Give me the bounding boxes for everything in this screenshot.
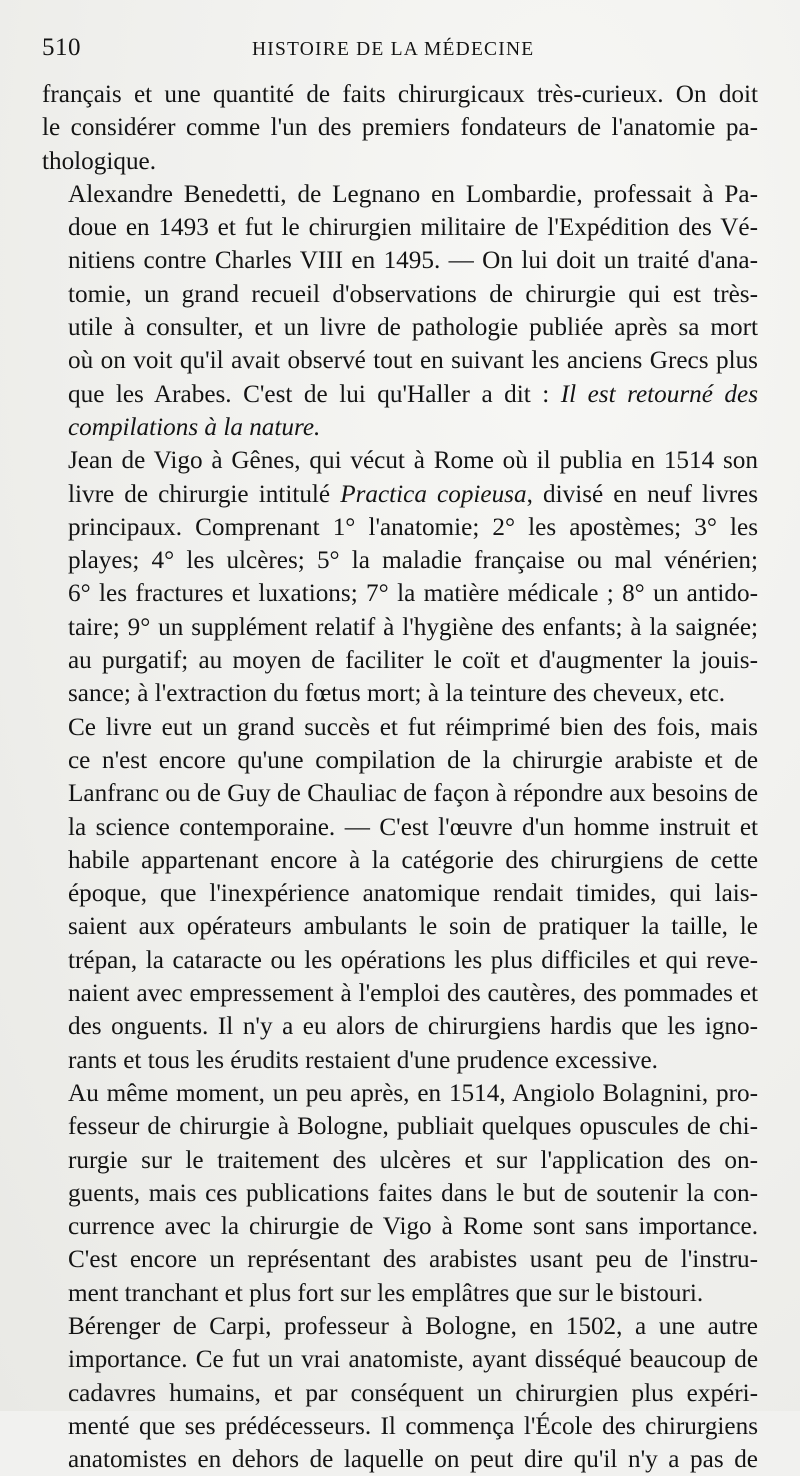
paragraph (42, 1077, 758, 1310)
text-line: menté que ses prédécesseurs. Il commença l'École des chirurgiens (68, 1412, 758, 1440)
text-line: trépan, la cataracte ou les opérations les plus difficiles et qui reve- (68, 946, 758, 974)
text-line: 6° les fractures et luxations; 7° la matière médicale ; 8° un antido- (68, 580, 758, 608)
text-line: époque, que l'inexpérience anatomique rendait timides, qui lais- (68, 880, 758, 908)
text-line: français et une quantité de faits chirurgicaux très-curieux. On doit (42, 81, 758, 108)
text-line: rants et tous les érudits restaient d'une prudence excessive. (68, 1046, 658, 1074)
body-text (42, 78, 758, 1476)
text-line: habile appartenant encore à la catégorie des chirurgiens de cette (68, 846, 758, 874)
text-line: doue en 1493 et fut le chirurgien militaire de l'Expédition des Vé- (68, 214, 758, 242)
text-line: rurgie sur le traitement des ulcères et sur l'application des on- (68, 1146, 758, 1174)
text-line-with-title (42, 478, 758, 511)
text-line: Au même moment, un peu après, en 1514, Angiolo Bolagnini, pro- (68, 1079, 758, 1107)
text-segment: que les Arabes. C'est de lui qu'Haller a dit : (68, 380, 561, 408)
text-line: anatomistes en dehors de laquelle on peut dire qu'il n'y a pas de (68, 1446, 758, 1474)
text-line-with-quote (42, 378, 758, 411)
text-line: le considérer comme l'un des premiers fondateurs de l'anatomie pa- (42, 114, 758, 142)
paragraph (42, 444, 758, 710)
running-title: HISTOIRE DE LA MÉDECINE (252, 39, 535, 60)
text-line: principaux. Comprenant 1° l'anatomie; 2° les apostèmes; 3° les (68, 513, 758, 541)
text-line: des onguents. Il n'y a eu alors de chirurgiens hardis que les igno- (68, 1013, 758, 1041)
text-line: utile à consulter, et un livre de pathologie publiée après sa mort (68, 314, 758, 342)
text-line: naient avec empressement à l'emploi des cautères, des pommades et (68, 980, 758, 1008)
text-line: tomie, un grand recueil d'observations de chirurgie qui est très- (68, 280, 758, 308)
text-line: ce n'est encore qu'une compilation de la chirurgie arabiste et de (68, 746, 758, 774)
italic-quote: Il est retourné des (560, 380, 758, 408)
page-number: 510 (42, 34, 81, 61)
text-segment: , divisé en neuf livres (526, 480, 758, 508)
text-segment: livre de chirurgie intitulé (68, 480, 341, 508)
italic-book-title: Practica copieusa (340, 480, 527, 508)
text-line: Ce livre eut un grand succès et fut réimprimé bien des fois, mais (68, 713, 758, 741)
text-line: où on voit qu'il avait observé tout en suivant les anciens Grecs plus (68, 347, 758, 375)
text-line: taire; 9° un supplément relatif à l'hygiène des enfants; à la saignée; (68, 613, 758, 641)
text-line: Jean de Vigo à Gênes, qui vécut à Rome où il publia en 1514 son (68, 447, 758, 475)
text-line (42, 411, 758, 444)
paragraph (42, 711, 758, 1077)
paragraph (42, 78, 758, 178)
text-line: currence avec la chirurgie de Vigo à Rome sont sans importance. (68, 1213, 758, 1241)
running-head (42, 34, 758, 70)
text-line: guents, mais ces publications faites dans le but de soutenir la con- (68, 1179, 758, 1207)
text-line: nitiens contre Charles VIII en 1495. — On lui doit un traité d'ana- (68, 247, 758, 275)
text-line: ment tranchant et plus fort sur les emplâtres que sur le bistouri. (68, 1279, 704, 1307)
text-line: la science contemporaine. — C'est l'œuvre d'un homme instruit et (68, 813, 758, 841)
text-line: sance; à l'extraction du fœtus mort; à la teinture des cheveux, etc. (68, 680, 726, 708)
text-line: Alexandre Benedetti, de Legnano en Lombardie, professait à Pa- (68, 180, 758, 208)
text-line: au purgatif; au moyen de faciliter le coït et d'augmenter la jouis- (68, 647, 758, 675)
text-line: playes; 4° les ulcères; 5° la maladie française ou mal vénérien; (68, 547, 758, 575)
paragraph (42, 1310, 758, 1476)
text-line: importance. Ce fut un vrai anatomiste, ayant disséqué beaucoup de (68, 1346, 758, 1374)
paragraph (42, 178, 758, 444)
italic-quote: compilations à la nature. (68, 413, 321, 441)
text-line: Lanfranc ou de Guy de Chauliac de façon à répondre aux besoins de (68, 780, 758, 808)
text-line: fesseur de chirurgie à Bologne, publiait quelques opuscules de chi- (68, 1113, 758, 1141)
text-line: C'est encore un représentant des arabistes usant peu de l'instru- (68, 1246, 758, 1274)
text-line: cadavres humains, et par conséquent un chirurgien plus expéri- (68, 1379, 758, 1407)
text-line: saient aux opérateurs ambulants le soin de pratiquer la taille, le (68, 913, 758, 941)
text-line: thologique. (42, 147, 157, 175)
text-line: Bérenger de Carpi, professeur à Bologne, en 1502, a une autre (68, 1312, 758, 1340)
